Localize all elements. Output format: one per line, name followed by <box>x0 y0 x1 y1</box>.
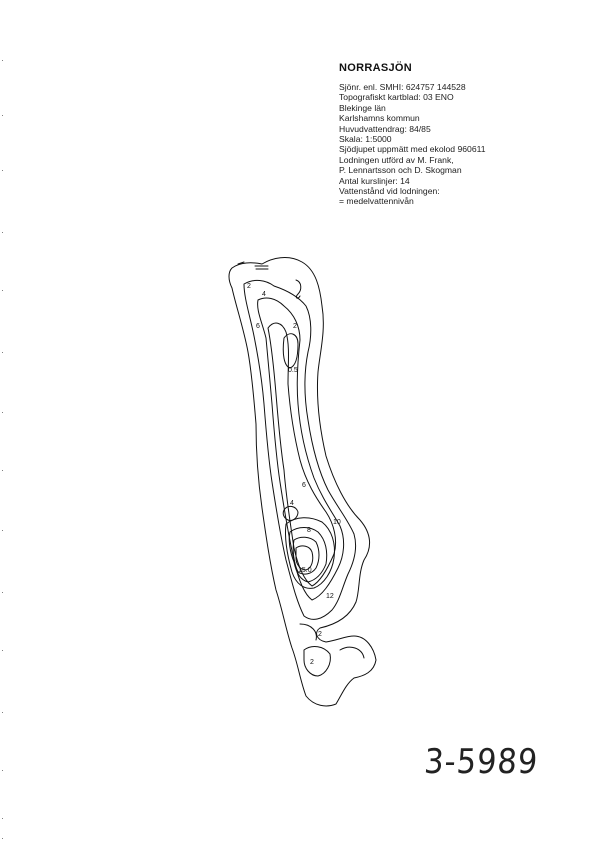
info-line: Antal kurslinjer: 14 <box>339 175 410 186</box>
depth-labels <box>247 283 341 666</box>
info-line: Topografiskt kartblad: 03 ENO <box>339 92 454 103</box>
lake-name-title: NORRASJÖN <box>339 62 412 74</box>
info-line: Vattenstånd vid lodningen: <box>339 186 440 197</box>
info-line: Huvudvattendrag: 84/85 <box>339 123 431 134</box>
depth-contour-south <box>340 647 364 658</box>
depth-label: 2 <box>310 659 314 666</box>
depth-label: 2 <box>318 631 322 638</box>
depth-label: 8 <box>307 527 311 534</box>
depth-contour-south <box>304 647 330 676</box>
depth-label: 10 <box>333 519 341 526</box>
depth-label: 12 <box>326 593 334 600</box>
depth-label: 15.0 <box>298 567 312 574</box>
info-line: Sjödjupet uppmätt med ekolod 960611 <box>339 144 486 155</box>
info-line: Skala: 1:5000 <box>339 134 392 145</box>
shallow-area <box>283 334 298 368</box>
depth-label: 2 <box>247 283 251 290</box>
info-line: P. Lennartsson och D. Skogman <box>339 165 462 176</box>
depth-contour-south <box>300 624 316 640</box>
info-line: Lodningen utförd av M. Frank, <box>339 154 454 165</box>
depth-label: 4 <box>262 291 266 298</box>
depth-label: 2 <box>293 323 297 330</box>
info-line: Blekinge län <box>339 102 386 113</box>
info-line: Sjönr. enl. SMHI: 624757 144528 <box>339 82 466 92</box>
handwritten-reference-number: 3-5989 <box>422 742 540 782</box>
info-line: Karlshamns kommun <box>339 113 420 124</box>
shore-mark <box>296 280 301 298</box>
depth-label: 6 <box>302 482 306 489</box>
info-line: = medelvattennivån <box>339 196 414 207</box>
depth-label: 4 <box>290 500 294 507</box>
depth-label: 6 <box>256 323 260 330</box>
depth-label: 0.5 <box>288 367 298 374</box>
